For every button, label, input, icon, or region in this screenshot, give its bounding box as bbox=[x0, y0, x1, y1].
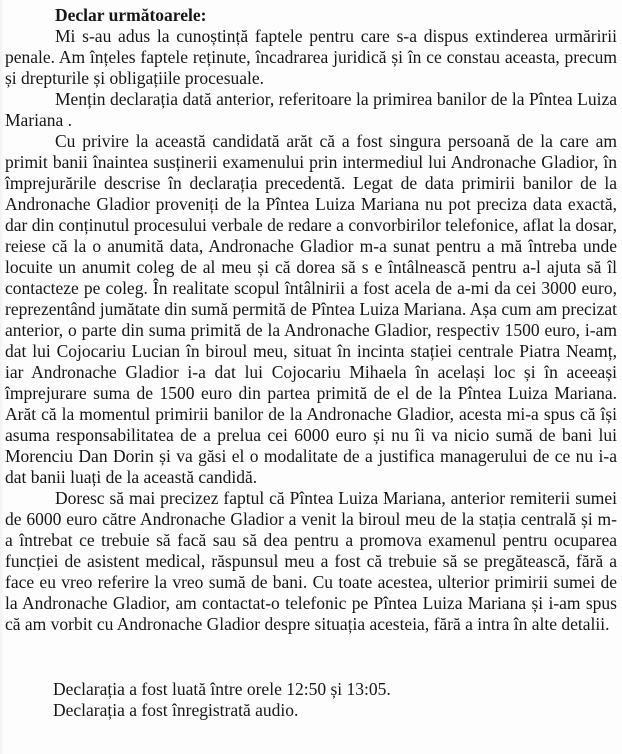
paragraph-additional-clarification: Doresc să mai precizez faptul că Pîntea Luiza Mariana, anterior remiterii sumei de 6000 euro către Andronache Gladior a venit la biroul meu de la stația centrală și m-a întrebat ce trebuie să facă sau să dea pentru a promova examenul pentru ocuparea funcției de asistent medical, răspunsul meu a fost că trebuie să se pregătească, fără a face eu vreo referire la vreo sumă de bani. Cu toate acestea, ulterior primirii sumei de la Andronache Gladior, am contactat-o telefonic pe Pîntea Luiza Mariana și i-am spus că am vorbit cu Andronache Gladior despre situația acesteia, fără a intra în alte detalii. bbox=[5, 488, 617, 634]
paragraph-money-receipt-details: Cu privire la această candidată arăt că a fost singura persoană de la care am primit banii înaintea susținerii examenului prin intermediul lui Andronache Gladior, în împrejurările descrise în declarația precedentă. Legat de data primirii banilor de la Andronache Gladior proveniți de la Pîntea Luiza Mariana nu pot preciza data exactă, dar din conținutul procesului verbale de redare a convorbirilor telefonice, aflat la dosar, reiese că la o anumită data, Andronache Gladior m-a sunat pentru a mă întreba unde locuite un anumit coleg de al meu și că dorea să s e întâlnească pentru a-l ajuta să îl contacteze pe coleg. În realitate scopul întâlnirii a fost acela de a-mi da cei 3000 euro, reprezentând jumătate din sumă permită de Pîntea Luiza Mariana. Așa cum am precizat anterior, o parte din suma primită de la Andronache Gladior, respectiv 1500 euro, i-am dat lui Cojocariu Lucian în biroul meu, situat în incinta stației centrale Piatra Neamț, iar Andronache Gladior i-a dat lui Cojocariu Mihaela în același loc și în aceeași împrejurare suma de 1500 euro din partea primită de el de la Pîntea Luiza Mariana. Arăt că la momentul primirii banilor de la Andronache Gladior, acesta mi-a spus că își asuma responsabilitatea de a prelua cei 6000 euro și nu îi va nicio sumă de bani lui Morenciu Dan Dorin și va găsi el o modalitate de a justifica managerului de ce nu i-a dat banii luați de la această candidă. bbox=[5, 131, 617, 487]
paragraph-rights-acknowledgement: Mi s-au adus la cunoștință faptele pentru care s-a dispus extinderea urmăririi penale. Am înțeles faptele reținute, încadrarea juridică și în ce constau aceasta, precum și drepturile și obligațiile procesuale. bbox=[5, 26, 617, 88]
closing-statements bbox=[5, 679, 617, 721]
statement-time-taken: Declarația a fost luată între orele 12:50 și 13:05. bbox=[53, 679, 391, 699]
statement-audio-recorded: Declarația a fost înregistrată audio. bbox=[53, 700, 299, 720]
paragraph-maintain-prior-declaration: Mențin declarația dată anterior, referitoare la primirea banilor de la Pîntea Luiza Mariana . bbox=[5, 89, 617, 130]
declaration-heading: Declar următoarele: bbox=[55, 5, 207, 25]
